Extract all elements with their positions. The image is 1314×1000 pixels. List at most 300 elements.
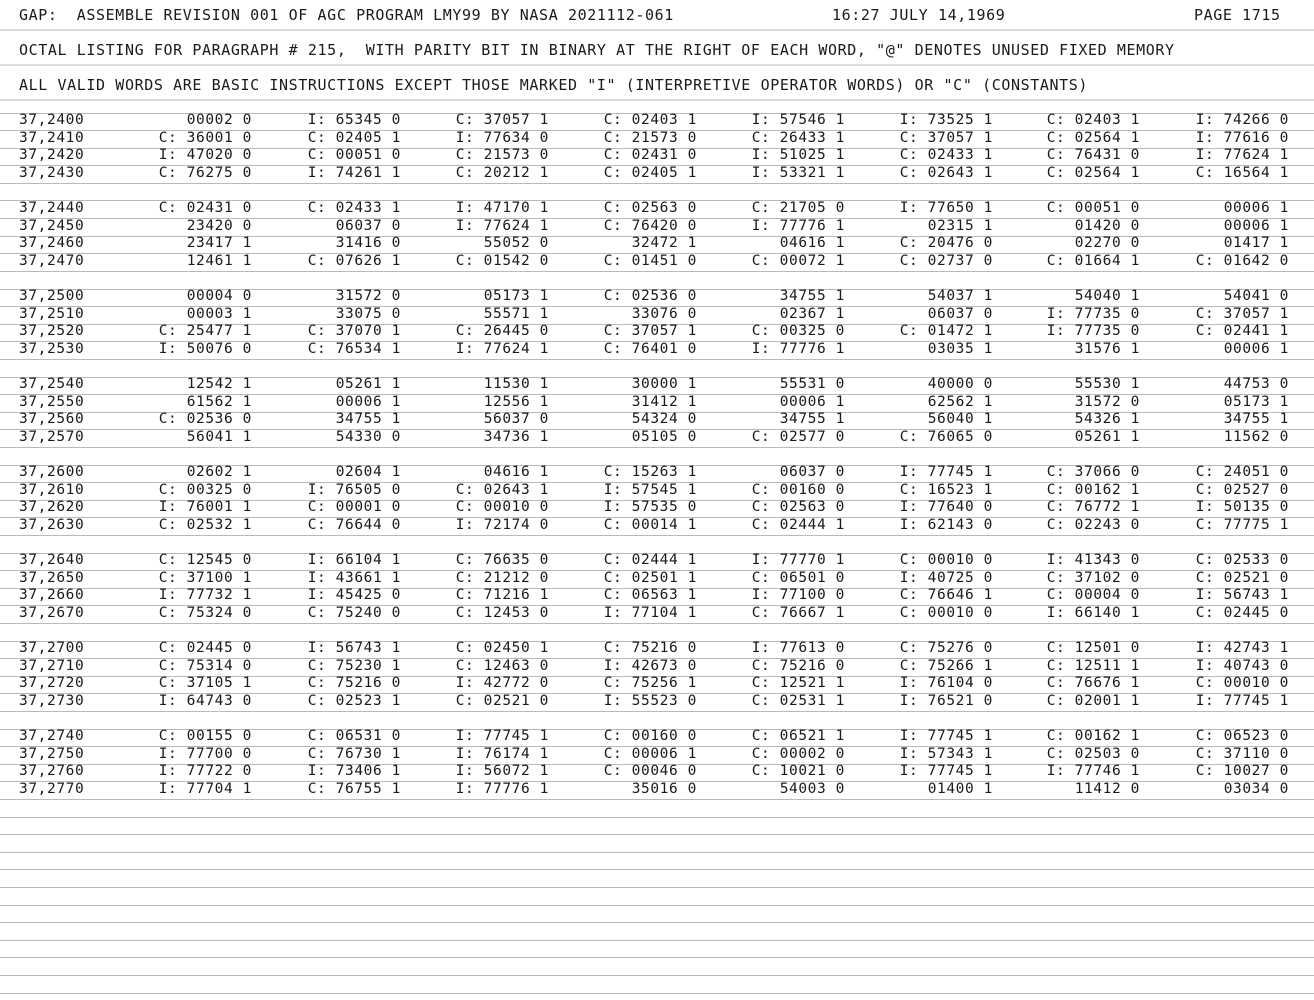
listing-row xyxy=(0,499,1314,517)
word-cell: C: 00010 0 xyxy=(899,604,993,621)
word-cell: C: 75266 1 xyxy=(899,657,993,674)
word-cell: 55531 0 xyxy=(779,376,845,392)
word-cell: 32472 1 xyxy=(631,235,697,252)
word-cell: C: 02564 1 xyxy=(1046,164,1140,181)
address-cell: 37,2720 xyxy=(19,675,85,692)
word-cell: C: 75240 0 xyxy=(307,604,401,621)
word-cell: I: 76505 0 xyxy=(307,481,401,498)
word-cell: C: 02444 1 xyxy=(603,552,697,568)
word-cell: 33075 0 xyxy=(335,305,401,322)
word-cell: I: 57546 1 xyxy=(751,112,845,128)
word-cell: I: 77104 1 xyxy=(603,604,697,621)
word-cell: C: 77775 1 xyxy=(1195,516,1289,533)
word-cell: C: 02536 0 xyxy=(158,411,252,428)
word-cell: C: 76755 1 xyxy=(307,780,401,797)
word-cell: 03034 0 xyxy=(1223,780,1289,797)
listing-row xyxy=(0,341,1314,359)
listing-row xyxy=(0,605,1314,623)
address-cell: 37,2530 xyxy=(19,340,85,357)
word-cell: 55052 0 xyxy=(483,235,549,252)
word-cell: C: 20212 1 xyxy=(455,164,549,181)
word-type-note: ALL VALID WORDS ARE BASIC INSTRUCTIONS EXCEPT THOSE MARKED "I" (INTERPRETIVE OPERATOR WORDS) OR "C" (CONSTANTS) xyxy=(19,76,1089,94)
word-cell: C: 37057 1 xyxy=(603,323,697,340)
word-cell: I: 77650 1 xyxy=(899,200,993,216)
listing-row xyxy=(0,658,1314,676)
word-cell: C: 02441 1 xyxy=(1195,323,1289,340)
word-cell: 31412 1 xyxy=(631,393,697,410)
word-cell: C: 02403 1 xyxy=(603,112,697,128)
word-cell: I: 40725 0 xyxy=(899,569,993,586)
word-cell: I: 77745 1 xyxy=(899,464,993,480)
word-cell: C: 06521 1 xyxy=(751,728,845,744)
word-cell: 31572 0 xyxy=(1074,393,1140,410)
word-cell: I: 56072 1 xyxy=(455,763,549,780)
word-cell: I: 77704 1 xyxy=(158,780,252,797)
word-cell: 00003 1 xyxy=(186,305,252,322)
word-cell: 54040 1 xyxy=(1074,288,1140,304)
word-cell: 34736 1 xyxy=(483,428,549,445)
word-cell: C: 76667 1 xyxy=(751,604,845,621)
word-cell: 04616 1 xyxy=(779,235,845,252)
address-cell: 37,2470 xyxy=(19,252,85,269)
listing-row xyxy=(0,165,1314,183)
word-cell: C: 12521 1 xyxy=(751,675,845,692)
word-cell: C: 76644 0 xyxy=(307,516,401,533)
word-cell: 05173 1 xyxy=(1223,393,1289,410)
word-cell: C: 75276 0 xyxy=(899,640,993,656)
word-cell: C: 75216 0 xyxy=(307,675,401,692)
word-cell: C: 12453 0 xyxy=(455,604,549,621)
word-cell: 12542 1 xyxy=(186,376,252,392)
word-cell: I: 77745 1 xyxy=(899,728,993,744)
word-cell: 34755 1 xyxy=(779,288,845,304)
word-cell: C: 02523 1 xyxy=(307,692,401,709)
word-cell: C: 37057 1 xyxy=(455,112,549,128)
word-cell: 54041 0 xyxy=(1223,288,1289,304)
address-cell: 37,2630 xyxy=(19,516,85,533)
word-cell: C: 37102 0 xyxy=(1046,569,1140,586)
word-cell: I: 65345 0 xyxy=(307,112,401,128)
word-cell: C: 10027 0 xyxy=(1195,763,1289,780)
word-cell: C: 21573 0 xyxy=(603,129,697,146)
word-cell: C: 00010 0 xyxy=(899,552,993,568)
word-cell: I: 76001 1 xyxy=(158,499,252,516)
word-cell: C: 71216 1 xyxy=(455,587,549,604)
word-cell: C: 02501 1 xyxy=(603,569,697,586)
word-cell: I: 57545 1 xyxy=(603,481,697,498)
address-cell: 37,2430 xyxy=(19,164,85,181)
word-cell: I: 77735 0 xyxy=(1046,323,1140,340)
word-cell: C: 00162 1 xyxy=(1046,728,1140,744)
word-cell: 56040 1 xyxy=(927,411,993,428)
word-cell: I: 76521 0 xyxy=(899,692,993,709)
word-cell: I: 64743 0 xyxy=(158,692,252,709)
word-cell: C: 76431 0 xyxy=(1046,147,1140,164)
word-cell: C: 06563 1 xyxy=(603,587,697,604)
listing-row xyxy=(0,253,1314,271)
listing-row xyxy=(0,763,1314,781)
address-cell: 37,2760 xyxy=(19,763,85,780)
address-cell: 37,2610 xyxy=(19,481,85,498)
word-cell: C: 02431 0 xyxy=(603,147,697,164)
word-cell: I: 51025 1 xyxy=(751,147,845,164)
word-cell: C: 02431 0 xyxy=(158,200,252,216)
word-cell: C: 36001 0 xyxy=(158,129,252,146)
word-cell: 40000 0 xyxy=(927,376,993,392)
word-cell: C: 76676 1 xyxy=(1046,675,1140,692)
word-cell: C: 75216 0 xyxy=(751,657,845,674)
word-cell: I: 76104 0 xyxy=(899,675,993,692)
word-cell: I: 73406 1 xyxy=(307,763,401,780)
word-cell: C: 00325 0 xyxy=(158,481,252,498)
word-cell: 55571 1 xyxy=(483,305,549,322)
address-cell: 37,2650 xyxy=(19,569,85,586)
word-cell: I: 77770 1 xyxy=(751,552,845,568)
word-cell: 11412 0 xyxy=(1074,780,1140,797)
word-cell: 54330 0 xyxy=(335,428,401,445)
word-cell: I: 77634 0 xyxy=(455,129,549,146)
word-cell: 30000 1 xyxy=(631,376,697,392)
word-cell: C: 21705 0 xyxy=(751,200,845,216)
word-cell: I: 73525 1 xyxy=(899,112,993,128)
listing-row xyxy=(0,394,1314,412)
word-cell: C: 00155 0 xyxy=(158,728,252,744)
word-cell: C: 24051 0 xyxy=(1195,464,1289,480)
word-cell: 54003 0 xyxy=(779,780,845,797)
word-cell: I: 77624 1 xyxy=(455,217,549,234)
word-cell: C: 37057 1 xyxy=(899,129,993,146)
word-cell: C: 15263 1 xyxy=(603,464,697,480)
word-cell: C: 00162 1 xyxy=(1046,481,1140,498)
word-cell: C: 37110 0 xyxy=(1195,745,1289,762)
word-cell: 00002 0 xyxy=(186,112,252,128)
word-cell: C: 02564 1 xyxy=(1046,129,1140,146)
word-cell: 01417 1 xyxy=(1223,235,1289,252)
word-cell: C: 06501 0 xyxy=(751,569,845,586)
program-title: GAP: ASSEMBLE REVISION 001 OF AGC PROGRAM LMY99 BY NASA 2021112-061 xyxy=(19,6,674,24)
word-cell: I: 56743 1 xyxy=(307,640,401,656)
word-cell: I: 77745 1 xyxy=(1195,692,1289,709)
word-cell: 02602 1 xyxy=(186,464,252,480)
word-cell: C: 00046 0 xyxy=(603,763,697,780)
word-cell: I: 77613 0 xyxy=(751,640,845,656)
address-cell: 37,2560 xyxy=(19,411,85,428)
listing-row xyxy=(0,147,1314,165)
word-cell: I: 47170 1 xyxy=(455,200,549,216)
address-cell: 37,2660 xyxy=(19,587,85,604)
word-cell: 05105 0 xyxy=(631,428,697,445)
word-cell: C: 20476 0 xyxy=(899,235,993,252)
word-cell: 01400 1 xyxy=(927,780,993,797)
word-cell: C: 02445 0 xyxy=(1195,604,1289,621)
word-cell: C: 02563 0 xyxy=(751,499,845,516)
word-cell: 11562 0 xyxy=(1223,428,1289,445)
word-cell: I: 55523 0 xyxy=(603,692,697,709)
word-cell: 01420 0 xyxy=(1074,217,1140,234)
word-cell: C: 76275 0 xyxy=(158,164,252,181)
word-cell: C: 02001 1 xyxy=(1046,692,1140,709)
word-cell: C: 02403 1 xyxy=(1046,112,1140,128)
word-cell: C: 02444 1 xyxy=(751,516,845,533)
word-cell: C: 02531 1 xyxy=(751,692,845,709)
listing-row xyxy=(0,429,1314,447)
address-cell: 37,2440 xyxy=(19,200,85,216)
word-cell: 44753 0 xyxy=(1223,376,1289,392)
word-cell: C: 00006 1 xyxy=(603,745,697,762)
listing-row xyxy=(0,781,1314,799)
word-cell: 06037 0 xyxy=(927,305,993,322)
word-cell: 00004 0 xyxy=(186,288,252,304)
word-cell: I: 77745 1 xyxy=(455,728,549,744)
word-cell: I: 50076 0 xyxy=(158,340,252,357)
word-cell: 02315 1 xyxy=(927,217,993,234)
word-cell: C: 75314 0 xyxy=(158,657,252,674)
address-cell: 37,2540 xyxy=(19,376,85,392)
header-line-2 xyxy=(0,41,1314,59)
word-cell: C: 02405 1 xyxy=(603,164,697,181)
word-cell: C: 76635 0 xyxy=(455,552,549,568)
word-cell: 23420 0 xyxy=(186,217,252,234)
word-cell: C: 00010 0 xyxy=(455,499,549,516)
word-cell: C: 37105 1 xyxy=(158,675,252,692)
listing-row xyxy=(0,728,1314,746)
listing-row xyxy=(0,112,1314,130)
word-cell: 00006 1 xyxy=(1223,200,1289,216)
page-number: PAGE 1715 xyxy=(1194,6,1281,24)
word-cell: C: 00014 1 xyxy=(603,516,697,533)
header-line-3 xyxy=(0,76,1314,94)
word-cell: C: 76420 0 xyxy=(603,217,697,234)
address-cell: 37,2600 xyxy=(19,464,85,480)
word-cell: C: 02643 1 xyxy=(455,481,549,498)
word-cell: 02270 0 xyxy=(1074,235,1140,252)
word-cell: C: 12545 0 xyxy=(158,552,252,568)
word-cell: C: 02243 0 xyxy=(1046,516,1140,533)
word-cell: I: 77745 1 xyxy=(899,763,993,780)
word-cell: C: 06523 0 xyxy=(1195,728,1289,744)
word-cell: C: 02521 0 xyxy=(455,692,549,709)
word-cell: C: 01472 1 xyxy=(899,323,993,340)
listing-row xyxy=(0,640,1314,658)
word-cell: I: 77735 0 xyxy=(1046,305,1140,322)
word-cell: I: 76174 1 xyxy=(455,745,549,762)
address-cell: 37,2500 xyxy=(19,288,85,304)
address-cell: 37,2520 xyxy=(19,323,85,340)
listing-row xyxy=(0,587,1314,605)
word-cell: C: 02433 1 xyxy=(307,200,401,216)
address-cell: 37,2740 xyxy=(19,728,85,744)
word-cell: 31576 1 xyxy=(1074,340,1140,357)
word-cell: C: 02737 0 xyxy=(899,252,993,269)
listing-row xyxy=(0,570,1314,588)
word-cell: I: 42743 1 xyxy=(1195,640,1289,656)
word-cell: C: 12501 0 xyxy=(1046,640,1140,656)
word-cell: 00006 1 xyxy=(1223,217,1289,234)
word-cell: C: 07626 1 xyxy=(307,252,401,269)
listing-row xyxy=(0,675,1314,693)
word-cell: I: 77640 0 xyxy=(899,499,993,516)
word-cell: I: 53321 1 xyxy=(751,164,845,181)
word-cell: I: 77624 1 xyxy=(455,340,549,357)
word-cell: C: 00010 0 xyxy=(1195,675,1289,692)
word-cell: 34755 1 xyxy=(1223,411,1289,428)
listing-row xyxy=(0,746,1314,764)
word-cell: C: 01542 0 xyxy=(455,252,549,269)
word-cell: 62562 1 xyxy=(927,393,993,410)
address-cell: 37,2730 xyxy=(19,692,85,709)
word-cell: C: 02521 0 xyxy=(1195,569,1289,586)
word-cell: C: 02503 0 xyxy=(1046,745,1140,762)
word-cell: C: 00160 0 xyxy=(603,728,697,744)
word-cell: 56041 1 xyxy=(186,428,252,445)
word-cell: 04616 1 xyxy=(483,464,549,480)
listing-row xyxy=(0,235,1314,253)
word-cell: 31416 0 xyxy=(335,235,401,252)
word-cell: C: 00072 1 xyxy=(751,252,845,269)
word-cell: C: 02527 0 xyxy=(1195,481,1289,498)
header-line-1 xyxy=(0,6,1314,24)
word-cell: C: 01642 0 xyxy=(1195,252,1289,269)
word-cell: C: 02450 1 xyxy=(455,640,549,656)
word-cell: 05261 1 xyxy=(335,376,401,392)
word-cell: C: 37100 1 xyxy=(158,569,252,586)
listing-row xyxy=(0,306,1314,324)
word-cell: I: 50135 0 xyxy=(1195,499,1289,516)
word-cell: C: 26445 0 xyxy=(455,323,549,340)
word-cell: 54326 1 xyxy=(1074,411,1140,428)
word-cell: I: 45425 0 xyxy=(307,587,401,604)
address-cell: 37,2410 xyxy=(19,129,85,146)
word-cell: C: 02577 0 xyxy=(751,428,845,445)
listing-row xyxy=(0,693,1314,711)
word-cell: C: 75230 1 xyxy=(307,657,401,674)
address-cell: 37,2510 xyxy=(19,305,85,322)
word-cell: C: 00325 0 xyxy=(751,323,845,340)
timestamp: 16:27 JULY 14,1969 xyxy=(832,6,1006,24)
word-cell: C: 02532 1 xyxy=(158,516,252,533)
address-cell: 37,2400 xyxy=(19,112,85,128)
word-cell: 12556 1 xyxy=(483,393,549,410)
word-cell: C: 37070 1 xyxy=(307,323,401,340)
listing-row xyxy=(0,288,1314,306)
word-cell: I: 77624 1 xyxy=(1195,147,1289,164)
word-cell: 06037 0 xyxy=(335,217,401,234)
word-cell: I: 42673 0 xyxy=(603,657,697,674)
word-cell: C: 06531 0 xyxy=(307,728,401,744)
word-cell: I: 74266 0 xyxy=(1195,112,1289,128)
word-cell: I: 66140 1 xyxy=(1046,604,1140,621)
word-cell: C: 10021 0 xyxy=(751,763,845,780)
word-cell: C: 26433 1 xyxy=(751,129,845,146)
word-cell: C: 02445 0 xyxy=(158,640,252,656)
word-cell: 05173 1 xyxy=(483,288,549,304)
address-cell: 37,2550 xyxy=(19,393,85,410)
address-cell: 37,2450 xyxy=(19,217,85,234)
word-cell: C: 12511 1 xyxy=(1046,657,1140,674)
word-cell: C: 16523 1 xyxy=(899,481,993,498)
word-cell: I: 77700 0 xyxy=(158,745,252,762)
word-cell: C: 76730 1 xyxy=(307,745,401,762)
listing-row xyxy=(0,200,1314,218)
word-cell: 55530 1 xyxy=(1074,376,1140,392)
word-cell: I: 77776 1 xyxy=(751,217,845,234)
word-cell: 02367 1 xyxy=(779,305,845,322)
listing-row xyxy=(0,517,1314,535)
word-cell: C: 21573 0 xyxy=(455,147,549,164)
word-cell: C: 00160 0 xyxy=(751,481,845,498)
word-cell: I: 77722 0 xyxy=(158,763,252,780)
word-cell: 56037 0 xyxy=(483,411,549,428)
address-cell: 37,2420 xyxy=(19,147,85,164)
word-cell: C: 16564 1 xyxy=(1195,164,1289,181)
word-cell: 34755 1 xyxy=(335,411,401,428)
word-cell: I: 74261 1 xyxy=(307,164,401,181)
word-cell: 33076 0 xyxy=(631,305,697,322)
word-cell: I: 40743 0 xyxy=(1195,657,1289,674)
word-cell: C: 21212 0 xyxy=(455,569,549,586)
word-cell: I: 66104 1 xyxy=(307,552,401,568)
word-cell: 05261 1 xyxy=(1074,428,1140,445)
word-cell: C: 75256 1 xyxy=(603,675,697,692)
word-cell: C: 25477 1 xyxy=(158,323,252,340)
word-cell: C: 76401 0 xyxy=(603,340,697,357)
word-cell: C: 76065 0 xyxy=(899,428,993,445)
word-cell: C: 00051 0 xyxy=(1046,200,1140,216)
address-cell: 37,2640 xyxy=(19,552,85,568)
word-cell: C: 76772 1 xyxy=(1046,499,1140,516)
word-cell: 00006 1 xyxy=(335,393,401,410)
address-cell: 37,2460 xyxy=(19,235,85,252)
word-cell: C: 76534 1 xyxy=(307,340,401,357)
word-cell: 61562 1 xyxy=(186,393,252,410)
word-cell: 34755 1 xyxy=(779,411,845,428)
word-cell: I: 77776 1 xyxy=(455,780,549,797)
address-cell: 37,2570 xyxy=(19,428,85,445)
word-cell: C: 02563 0 xyxy=(603,200,697,216)
word-cell: C: 01451 0 xyxy=(603,252,697,269)
word-cell: I: 43661 1 xyxy=(307,569,401,586)
word-cell: C: 02536 0 xyxy=(603,288,697,304)
word-cell: C: 02643 1 xyxy=(899,164,993,181)
address-cell: 37,2620 xyxy=(19,499,85,516)
word-cell: I: 77616 0 xyxy=(1195,129,1289,146)
word-cell: 54324 0 xyxy=(631,411,697,428)
word-cell: 06037 0 xyxy=(779,464,845,480)
listing-row xyxy=(0,376,1314,394)
word-cell: I: 72174 0 xyxy=(455,516,549,533)
listing-row xyxy=(0,411,1314,429)
word-cell: 03035 1 xyxy=(927,340,993,357)
word-cell: I: 41343 0 xyxy=(1046,552,1140,568)
word-cell: I: 42772 0 xyxy=(455,675,549,692)
word-cell: 23417 1 xyxy=(186,235,252,252)
word-cell: 02604 1 xyxy=(335,464,401,480)
word-cell: I: 77746 1 xyxy=(1046,763,1140,780)
word-cell: 11530 1 xyxy=(483,376,549,392)
listing-row xyxy=(0,218,1314,236)
word-cell: 00006 1 xyxy=(779,393,845,410)
listing-row xyxy=(0,464,1314,482)
word-cell: C: 02405 1 xyxy=(307,129,401,146)
word-cell: I: 77776 1 xyxy=(751,340,845,357)
word-cell: C: 00001 0 xyxy=(307,499,401,516)
word-cell: I: 57535 0 xyxy=(603,499,697,516)
word-cell: 54037 1 xyxy=(927,288,993,304)
word-cell: C: 02433 1 xyxy=(899,147,993,164)
word-cell: 00006 1 xyxy=(1223,340,1289,357)
word-cell: I: 77732 1 xyxy=(158,587,252,604)
word-cell: C: 00002 0 xyxy=(751,745,845,762)
